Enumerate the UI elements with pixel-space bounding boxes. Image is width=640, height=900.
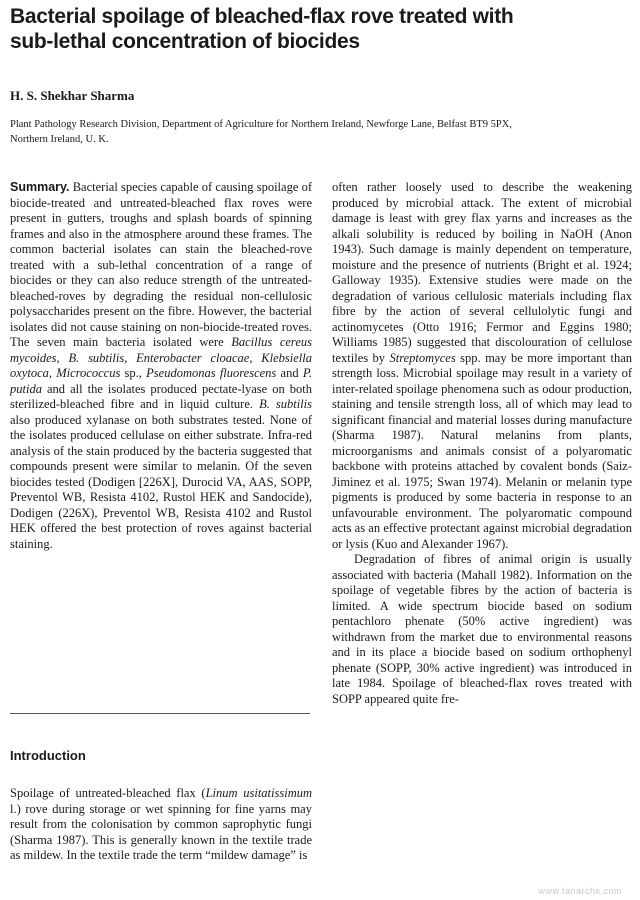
body-text: spp. may be more important than strength loss. Microbial spoilage may result in a variety of inter-related spoilage phenomena such as odour production, staining and tensile strength loss, all of which may lead to significant financial and material losses during manufacture (Sharma 1987). Natural melanins from plants, microorganisms and animals consist of a polyaromatic backbone with proteins attached by covalent bonds (Saiz-Jiminez et al. 1975; Swan 1974). Melanin or melanin type pigments is produced by some bacteria in response to an unfavourable environment. The polyaromatic compound acts as an effective protectant against microbial degradation or lysis (Kuo and Alexander 1967). (332, 350, 632, 551)
summary-text: Bacterial species capable of causing spoilage of biocide-treated and untreated-bleached flax roves were present in gutters, troughs and splash boards of spinning frames and also in the atmosphere around these frames. The common bacterial isolates can stain the bleached-rove treated with a sub-lethal concentration of a range of biocides or they can also reduce strength of the untreated-bleached-roves by degrading the residual non-cellulosic polysaccharides present on the fibre. However, the bacterial isolates did not cause staining on non-biocide-treated roves. The seven main bacteria isolated were (10, 180, 312, 349)
introduction-paragraph (10, 786, 312, 864)
paper-title (10, 4, 630, 54)
introduction-body (10, 786, 312, 864)
species-name: B. subtilis (259, 397, 312, 411)
summary-text: and (276, 366, 303, 380)
body-paragraph-1 (332, 180, 632, 552)
author-affiliation (10, 117, 512, 147)
right-column (332, 180, 632, 707)
species-name: P. putida (10, 366, 312, 396)
title-line-1: Bacterial spoilage of bleached-flax rove treated with (10, 5, 514, 28)
genus-name: Streptomyces (389, 350, 456, 365)
section-divider (10, 713, 310, 714)
species-name: Linum usitatissimum (205, 786, 312, 800)
affiliation-line-2: Northern Ireland, U. K. (10, 134, 109, 145)
left-column (10, 180, 312, 552)
introduction-heading: Introduction (10, 748, 86, 763)
body-text: often rather loosely used to describe the weakening produced by microbial attack. The extent of microbial damage is least with grey flax yarns and increases as the alkali solubility is reduced by boiling in NaOH (Anon 1943). Such damage is mainly dependent on temperature, moisture and the presence of nutrients (Bright et al. 1924; Galloway 1935). Extensive studies were made on the degradation of various cellulosic materials including flax fibre by the action of several cellulolytic fungi and actinomycetes (Otto 1916; Fermor and Eggins 1980; Williams 1985) suggested that discolouration of cellulose textiles by (332, 180, 632, 365)
species-names: Bacillus cereus mycoides, B. subtilis, Enterobacter cloacae, Klebsiella oxytoca, Micrococcus (10, 335, 312, 380)
summary-text: also produced xylanase on both substrates tested. None of the isolates produced cellulase on either substrate. Infra-red analysis of the stain produced by the bacteria suggested that compounds present were similar to melanin. Of the seven biocides tested (Dodigen [226X], Durocid VA, AAS, SOPP, Preventol WB, Resista 4102, Rustol HEK and Sandocide), Dodigen (226X), Preventol WB, Resista 4102 and Rustol HEK offered the best protection of roves against bacterial staining. (10, 412, 312, 551)
intro-text: Spoilage of untreated-bleached flax ( (10, 786, 206, 800)
affiliation-line-1: Plant Pathology Research Division, Department of Agriculture for Northern Ireland, Newforge Lane, Belfast BT9 5PX, (10, 119, 512, 130)
summary-text: and all the isolates produced pectate-lyase on both sterilized-bleached fibre and in liquid culture. (10, 381, 312, 411)
species-name: Pseudomonas fluorescens (146, 366, 277, 380)
watermark: www.fanarchs.com (538, 886, 622, 896)
summary-label: Summary. (10, 180, 70, 194)
summary-text: sp., (120, 366, 147, 380)
summary-paragraph (10, 180, 312, 552)
intro-text: l.) rove during storage or wet spinning for fine yarns may result from the colonisation by common saprophytic fungi (Sharma 1987). This is generally known in the textile trade as mildew. In the textile trade the term “mildew damage” is (10, 801, 312, 862)
author-name: H. S. Shekhar Sharma (10, 88, 135, 103)
body-paragraph-2: Degradation of fibres of animal origin is usually associated with bacteria (Mahall 1982). Information on the spoilage of vegetable fibres by the action of bacteria is limited. A wide spectrum biocide based on sodium pentachloro phenate (50% active ingredient) was withdrawn from the market due to environmental reasons and in its place a biocide based on sodium orthophenyl phenate (SOPP, 30% active ingredient) was introduced in late 1984. Spoilage of bleached-flax roves treated with SOPP appeared quite fre- (332, 552, 632, 706)
title-line-2: sub-lethal concentration of biocides (10, 30, 360, 53)
